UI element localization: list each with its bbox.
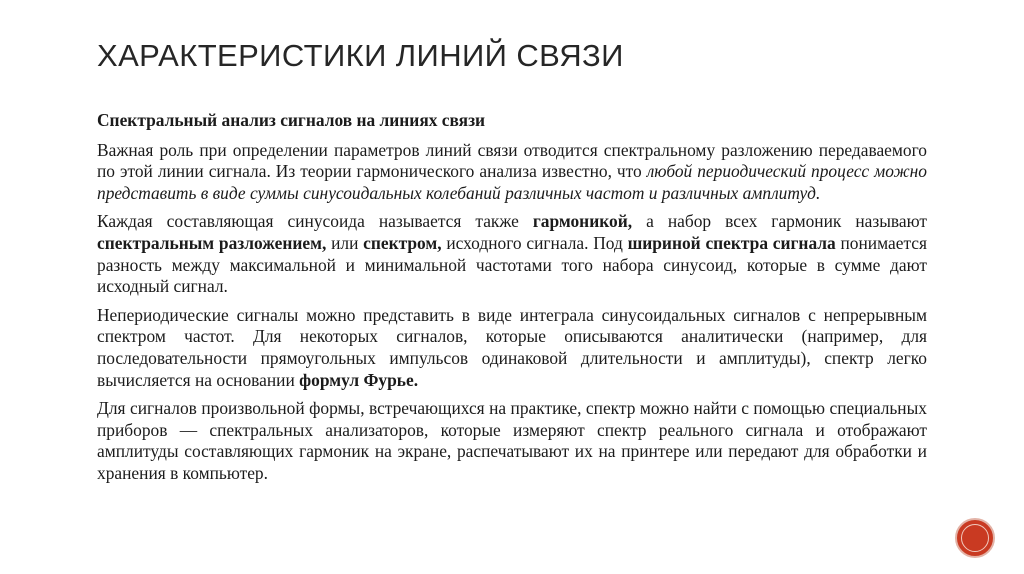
paragraph-2-text-4: исходного сигнала. Под — [441, 232, 628, 253]
slide-content — [97, 110, 927, 492]
paragraph-3 — [97, 305, 927, 391]
paragraph-1-text: Важная роль при определении параметров линий связи отводится спектральному разложению передаваемого по этой линии сигнала. Из теории гармонического анализа известно, что — [97, 139, 927, 182]
circle-nav-icon[interactable] — [955, 518, 995, 558]
term-harmonic: гармоникой, — [532, 211, 633, 232]
paragraph-4-text: Для сигналов произвольной формы, встречающихся на практике, спектр можно найти с помощью специальных приборов — спектральных анализаторов, которые измеряют спектр реального сигнала и отображают амплитуды составляющих гармоник на экране, распечатывают их на принтере или передают для обработки и хранения в компьютер. — [97, 398, 927, 483]
paragraph-4 — [97, 398, 927, 484]
paragraph-2-text-2: а набор всех гармоник называют — [632, 211, 927, 232]
paragraph-2 — [97, 211, 927, 297]
paragraph-1-italic: любой периодический процесс можно представить в виде суммы синусоидальных колебаний различных частот и различных амплитуд. — [97, 161, 927, 203]
term-spectral-decomposition: спектральным разложением, — [97, 232, 327, 253]
term-bandwidth: шириной спектра сигнала — [627, 232, 836, 253]
paragraph-2-text-3: или — [326, 232, 364, 253]
term-fourier: формул Фурье. — [299, 369, 419, 390]
section-subtitle: Спектральный анализ сигналов на линиях связи — [97, 110, 486, 130]
paragraph-1 — [97, 140, 927, 205]
paragraph-2-text-5: понимается разность между максимальной и минимальной частотами того набора синусоид, которые в сумме дают исходный сигнал. — [97, 232, 927, 297]
paragraph-2-text-1: Каждая составляющая синусоида называется также — [97, 211, 533, 232]
term-spectrum: спектром, — [363, 232, 442, 253]
paragraph-3-text: Непериодические сигналы можно представить в виде интеграла синусоидальных сигналов с непрерывным спектром частот. Для некоторых сигналов, которые описываются аналитически (например, для последовательности прямоугольных импульсов одинаковой длительности и амплитуды), спектр легко вычисляется на основании — [97, 304, 927, 390]
circle-nav-inner-ring — [961, 524, 989, 552]
slide-title: ХАРАКТЕРИСТИКИ ЛИНИЙ СВЯЗИ — [97, 38, 624, 73]
